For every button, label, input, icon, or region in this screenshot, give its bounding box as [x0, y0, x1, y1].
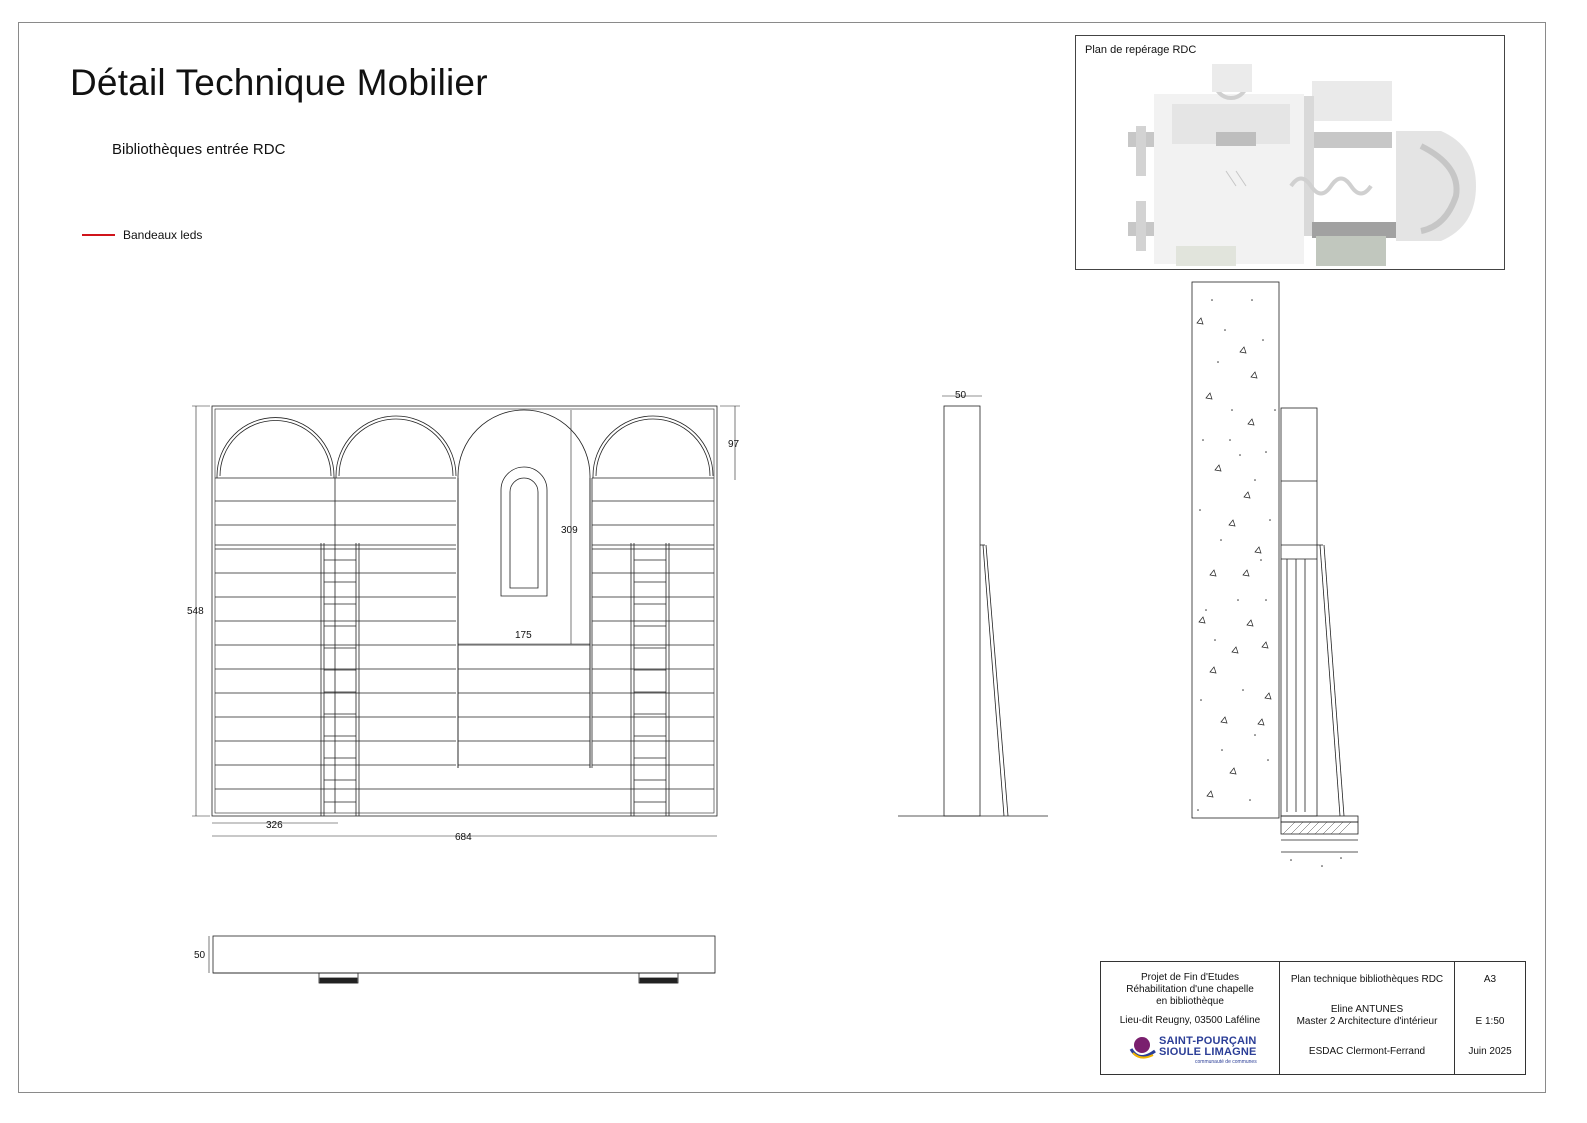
saint-pourcain-logo	[1127, 1033, 1267, 1069]
legend-label: Bandeaux leds	[123, 228, 203, 242]
page-title: Détail Technique Mobilier	[70, 62, 488, 103]
dim-arch-height: 97	[728, 439, 740, 450]
sheet-format: A3	[1483, 974, 1497, 985]
title-block-sheet	[1280, 962, 1455, 1074]
project-line-3: en bibliothèque	[1156, 996, 1224, 1007]
wall-section	[1192, 282, 1279, 818]
title-block-project	[1101, 962, 1280, 1074]
logo-emblem-icon	[1127, 1033, 1157, 1063]
arch-left	[217, 418, 334, 478]
bookcase-outline	[212, 406, 717, 816]
logo-text-line-2: SIOULE LIMAGNE	[1159, 1046, 1257, 1058]
side-elevation	[944, 406, 980, 816]
logo-text-line-3: communauté de communes	[1195, 1059, 1257, 1065]
dim-total-width: 684	[455, 832, 472, 843]
dim-total-height: 548	[187, 606, 204, 617]
window-opening	[501, 467, 547, 596]
logo-text-line-1: SAINT-POURÇAIN	[1159, 1035, 1257, 1047]
shelves-left	[215, 478, 456, 765]
title-block-meta	[1455, 962, 1525, 1074]
arch-center-left	[336, 416, 456, 478]
ladder-right	[631, 543, 669, 816]
dim-niche-height: 309	[561, 525, 578, 536]
page-subtitle: Bibliothèques entrée RDC	[112, 141, 286, 158]
drawing-date: Juin 2025	[1468, 1046, 1512, 1057]
sheet-title: Plan technique bibliothèques RDC	[1290, 974, 1444, 985]
location-plan-label: Plan de repérage RDC	[1085, 44, 1197, 56]
project-address: Lieu-dit Reugny, 03500 Laféline	[1119, 1015, 1261, 1026]
ladder-left	[321, 543, 359, 816]
school-name: ESDAC Clermont-Ferrand	[1308, 1046, 1426, 1057]
title-block	[1100, 961, 1526, 1075]
dim-plan-depth: 50	[194, 950, 206, 961]
drawing-scale: E 1:50	[1475, 1016, 1505, 1027]
bookcase-section	[1281, 408, 1317, 816]
author-name: Eline ANTUNES	[1330, 1004, 1404, 1015]
dim-side-depth: 50	[955, 390, 967, 401]
dim-niche-width: 175	[515, 630, 532, 641]
plan-view	[213, 936, 715, 973]
shelves-right	[592, 478, 714, 765]
project-line-2: Réhabilitation d'une chapelle	[1126, 984, 1254, 995]
arch-right	[593, 416, 713, 478]
project-line-1: Projet de Fin d'Etudes	[1140, 972, 1240, 983]
dim-module-width: 326	[266, 820, 283, 831]
program-name: Master 2 Architecture d'intérieur	[1296, 1016, 1438, 1027]
central-niche	[458, 410, 590, 768]
